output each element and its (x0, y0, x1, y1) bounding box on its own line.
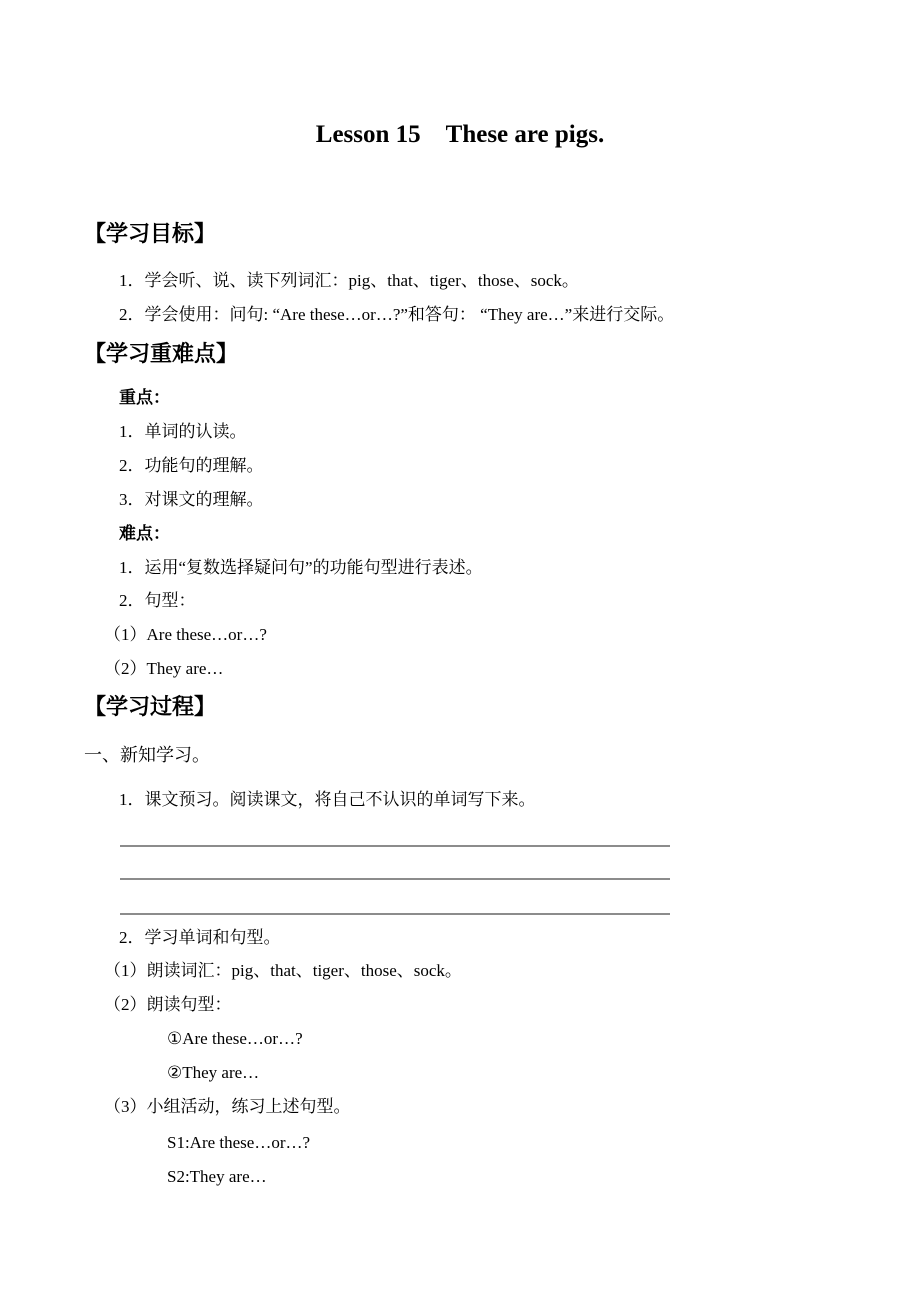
blank-writing-line-2 (120, 878, 670, 880)
blank-writing-line-1 (120, 845, 670, 847)
pattern-item-2: ②They are… (167, 1063, 260, 1082)
key-point-item-3: 3．对课文的理解。 (119, 490, 264, 509)
difficult-sub-item-2: （2）They are… (104, 659, 224, 678)
key-point-item-1: 1．单词的认读。 (119, 422, 247, 441)
objective-item-1: 1．学会听、说、读下列词汇：pig、that、tiger、those、sock。 (119, 271, 579, 290)
part-one-heading: 一、新知学习。 (84, 745, 210, 765)
section-heading-key-difficult: 【学习重难点】 (84, 341, 239, 366)
difficult-points-label: 难点： (119, 524, 170, 543)
document-title: Lesson 15 These are pigs. (315, 121, 605, 148)
difficult-point-item-2: 2．句型： (119, 591, 196, 610)
pattern-item-1: ①Are these…or…? (167, 1029, 303, 1048)
dialog-line-s1: S1:Are these…or…? (167, 1133, 311, 1152)
step2-sub-item-3: （3）小组活动，练习上述句型。 (104, 1097, 351, 1116)
section-heading-process: 【学习过程】 (84, 694, 217, 719)
key-point-item-2: 2．功能句的理解。 (119, 456, 264, 475)
key-points-label: 重点： (119, 388, 170, 407)
objective-item-2: 2．学会使用：问句: “Are these…or…?”和答句： “They are…”来进行交际。 (119, 305, 675, 324)
process-step-2: 2．学习单词和句型。 (119, 928, 281, 947)
step2-sub-item-2: （2）朗读句型： (104, 995, 232, 1014)
step2-sub-item-1: （1）朗读词汇：pig、that、tiger、those、sock。 (104, 961, 462, 980)
process-step-1: 1．课文预习。阅读课文，将自己不认识的单词写下来。 (119, 790, 536, 809)
dialog-line-s2: S2:They are… (167, 1167, 267, 1186)
section-heading-objectives: 【学习目标】 (84, 221, 217, 246)
difficult-sub-item-1: （1）Are these…or…? (104, 625, 267, 644)
blank-writing-line-3 (120, 913, 670, 915)
difficult-point-item-1: 1．运用“复数选择疑问句”的功能句型进行表述。 (119, 558, 483, 577)
